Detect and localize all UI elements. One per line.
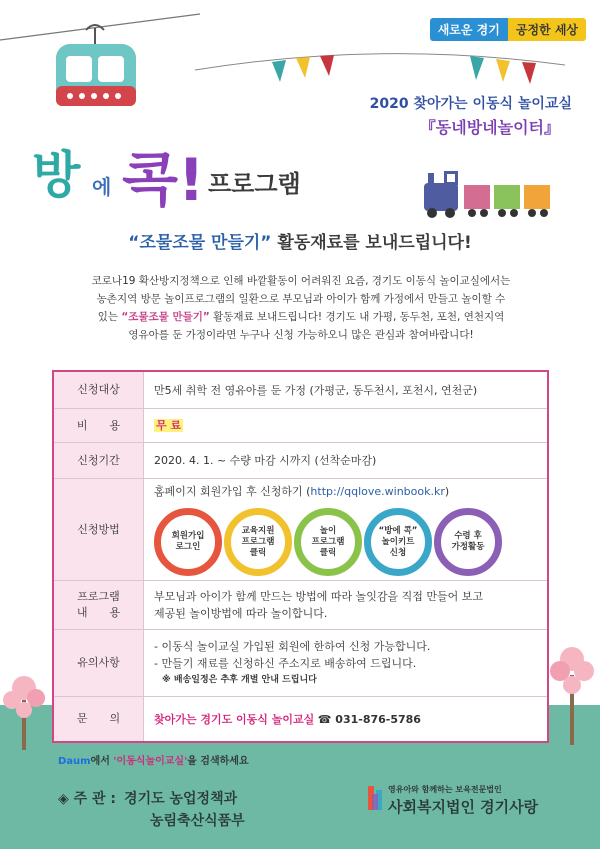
host-line2: 농림축산식품부 bbox=[150, 813, 245, 829]
row-notice bbox=[54, 630, 547, 697]
tagline-rest: 활동재료를 보내드립니다! bbox=[271, 233, 472, 253]
step-2: 교육지원 프로그램 클릭 bbox=[224, 508, 292, 576]
value-notice: - 이동식 놀이교실 가입된 회원에 한하여 신청 가능합니다. - 만들기 재료를 신청하신 주소지로 배송하여 드립니다. ※ 배송일정은 추후 개별 안내 드립니다 bbox=[144, 630, 547, 696]
row-target bbox=[54, 372, 547, 409]
label-content: 프로그램 내 용 bbox=[54, 581, 144, 629]
cherry-tree-left bbox=[0, 660, 60, 750]
intro-line: 있는 “조물조물 만들기” 활동재료 보내드립니다! 경기도 내 가평, 동두천, 포천, 연천지역 bbox=[97, 311, 505, 323]
search-hint: Daum에서 '이동식놀이교실'을 검색하세요 bbox=[58, 756, 249, 767]
value-cost bbox=[144, 409, 547, 442]
contact-org: 찾아가는 경기도 이동식 놀이교실 bbox=[154, 712, 315, 726]
intro-line: 코로나19 확산방지정책으로 인해 바깥활동이 어려워진 요즘, 경기도 이동식 놀이교실에서는 bbox=[91, 275, 511, 287]
value-content: 부모님과 아이가 함께 만드는 방법에 따라 놀잇감을 직접 만들어 보고 제공된 놀이방법에 따라 놀이합니다. bbox=[154, 590, 483, 620]
homepage-link[interactable]: http://qqlove.winbook.kr bbox=[310, 485, 445, 498]
slogan-right: 공정한 세상 bbox=[508, 18, 586, 41]
row-period bbox=[54, 443, 547, 479]
toy-train-illustration bbox=[420, 165, 560, 220]
title-program: 프로그램 bbox=[208, 170, 301, 198]
label-method: 신청방법 bbox=[54, 479, 144, 580]
tagline-quoted: “조물조물 만들기” bbox=[128, 233, 272, 253]
free-badge: 무 료 bbox=[156, 419, 182, 432]
intro-highlight: “조물조물 만들기” bbox=[121, 311, 210, 323]
org-logo-icon bbox=[366, 784, 384, 812]
label-contact: 문 의 bbox=[54, 697, 144, 741]
event-subtitle: 2020 찾아가는 이동식 놀이교실 bbox=[369, 96, 572, 112]
daum-logo: Daum bbox=[58, 756, 91, 767]
label-notice: 유의사항 bbox=[54, 630, 144, 696]
value-method bbox=[144, 479, 547, 580]
row-method bbox=[54, 479, 547, 581]
intro-paragraph bbox=[58, 272, 544, 344]
value-contact bbox=[144, 697, 547, 741]
step-4: “방에 콕” 놀이키트 신청 bbox=[364, 508, 432, 576]
delivery-note: ※ 배송일정은 추후 개별 안내 드립니다 bbox=[162, 674, 317, 685]
gyeonggi-slogan bbox=[430, 18, 586, 41]
org-tagline: 영유아와 함께하는 보육전문법인 bbox=[388, 785, 502, 794]
intro-line: 농촌지역 방문 놀이프로그램의 일환으로 부모님과 아이가 함께 가정에서 만들고 놀이할 수 bbox=[96, 293, 506, 305]
step-1: 회원가입 로그인 bbox=[154, 508, 222, 576]
value-target: 만5세 취학 전 영유아를 둔 가정 (가평군, 동두천시, 포천시, 연천군) bbox=[154, 383, 478, 397]
signup-steps bbox=[154, 508, 537, 576]
label-target: 신청대상 bbox=[54, 372, 144, 408]
step-5: 수령 후 가정활동 bbox=[434, 508, 502, 576]
label-cost: 비 용 bbox=[54, 409, 144, 442]
title-bang: 방 bbox=[32, 146, 81, 204]
host-info bbox=[58, 788, 245, 832]
label-period: 신청기간 bbox=[54, 443, 144, 478]
page-title bbox=[30, 130, 330, 230]
title-e: 에 bbox=[92, 175, 112, 199]
tagline bbox=[0, 228, 600, 253]
row-content bbox=[54, 581, 547, 630]
slogan-left: 새로운 경기 bbox=[430, 18, 508, 41]
cherry-tree-right bbox=[540, 635, 600, 745]
step-3: 놀이 프로그램 클릭 bbox=[294, 508, 362, 576]
org-name: 사회복지법인 경기사랑 bbox=[388, 798, 539, 816]
value-period: 2020. 4. 1. ~ 수량 마감 시까지 (선착순마감) bbox=[154, 454, 377, 467]
host-label: ◈ 주 관 : bbox=[58, 791, 117, 807]
intro-line: 영유아를 둔 가정이라면 누구나 신청 가능하오니 많은 관심과 참여바랍니다! bbox=[128, 329, 474, 341]
row-contact bbox=[54, 697, 547, 741]
title-kok: 콕! bbox=[122, 146, 205, 214]
row-cost bbox=[54, 409, 547, 443]
contact-phone[interactable]: ☎ 031-876-5786 bbox=[317, 712, 421, 726]
search-keyword: '이동식놀이교실' bbox=[113, 756, 188, 767]
program-name: 『동네방네놀이터』 bbox=[419, 118, 560, 137]
info-table bbox=[52, 370, 549, 743]
host-line1: 경기도 농업정책과 bbox=[124, 791, 238, 807]
method-intro: 홈페이지 회원가입 후 신청하기 (http://qqlove.winbook.kr) bbox=[154, 485, 450, 498]
